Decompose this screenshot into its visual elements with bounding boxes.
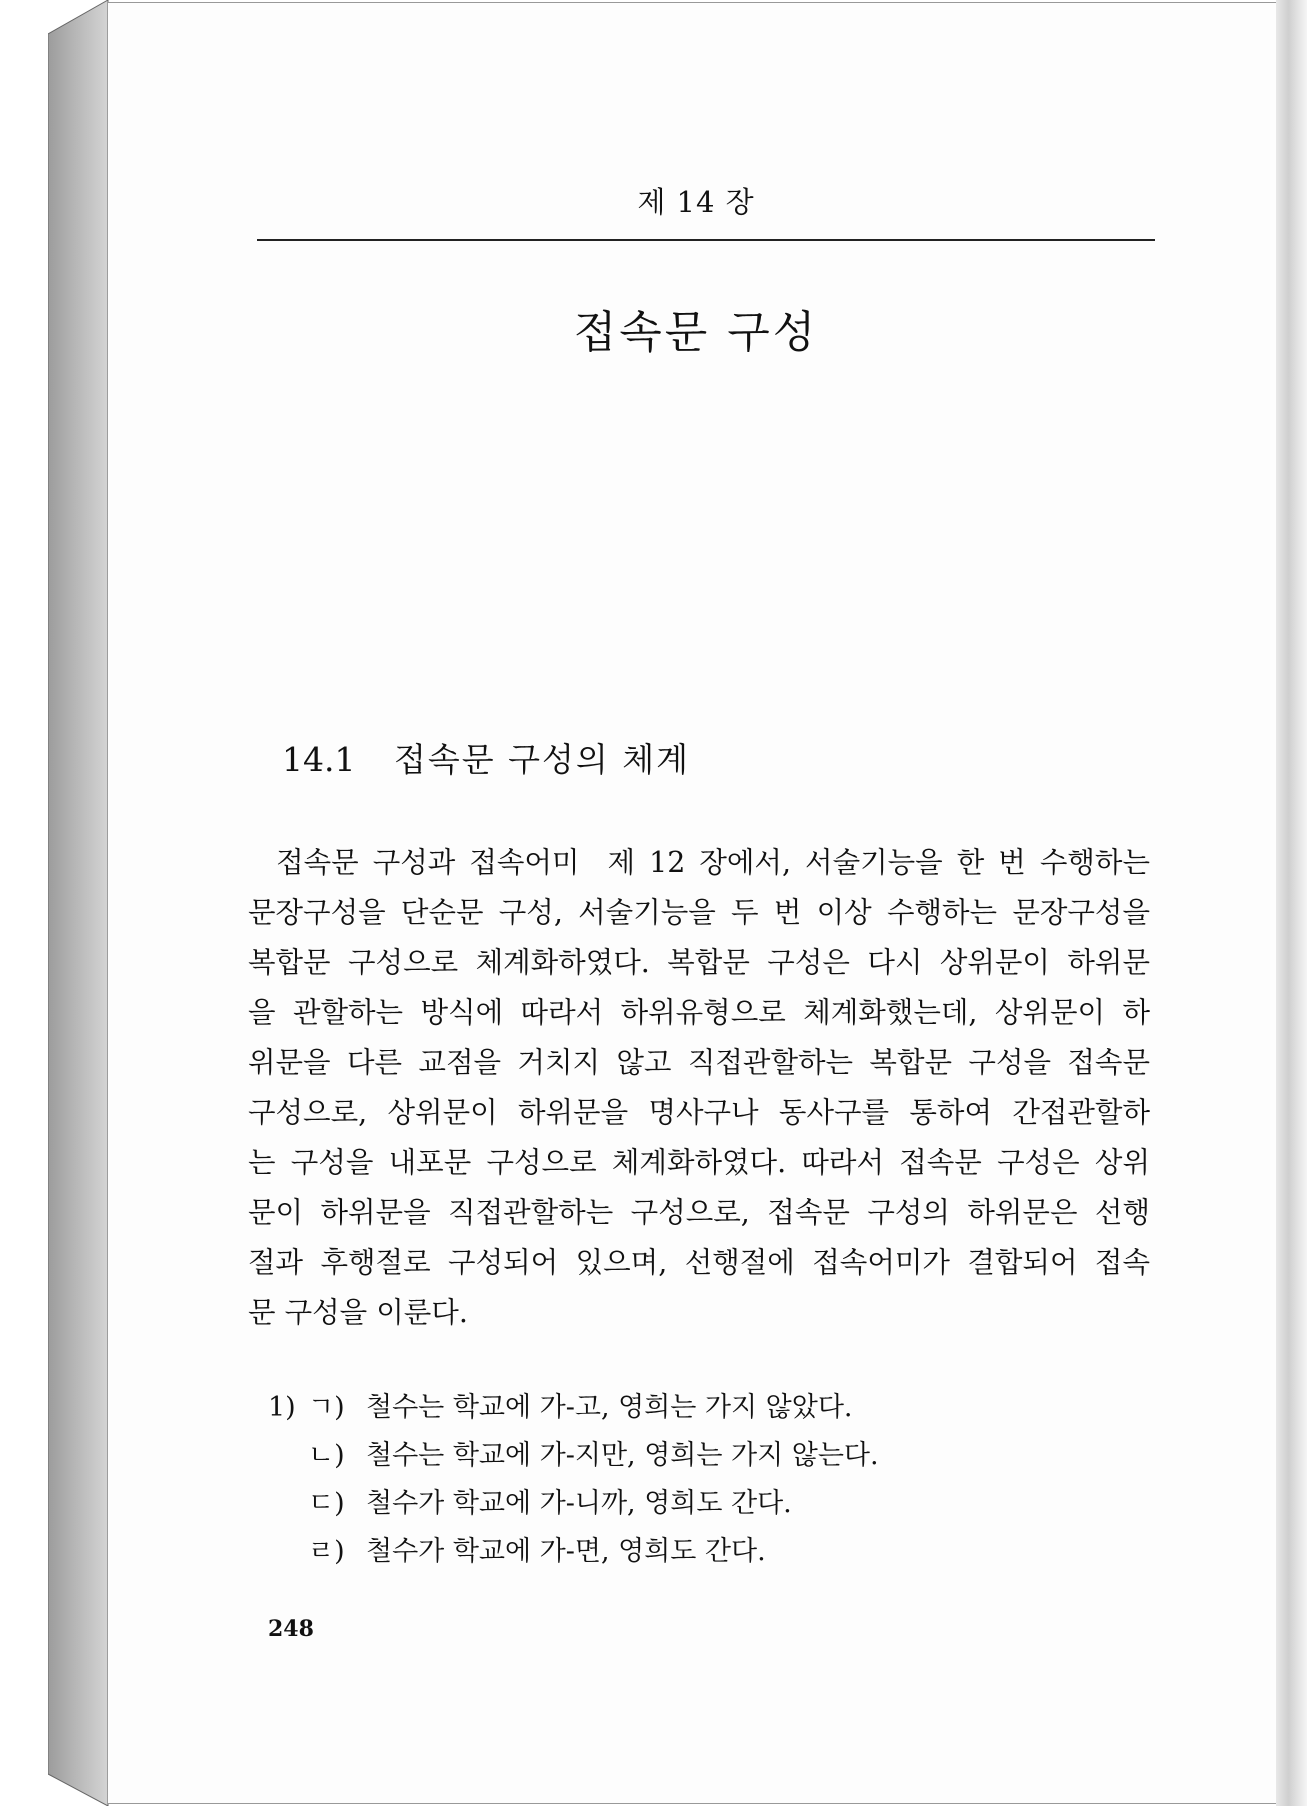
paragraph-line: 위문을 다른 교점을 거치지 않고 직접관할하는 복합문 구성을 접속문 (248, 1046, 1150, 1079)
example-item (268, 1432, 1148, 1480)
example-text: 철수는 학교에 가-고, 영희는 가지 않았다. (366, 1392, 853, 1423)
example-item (268, 1528, 1148, 1576)
example-letter: ㄴ) (308, 1440, 345, 1471)
example-letter: ㄱ) (308, 1392, 345, 1423)
paragraph-line: 접속문 구성과 접속어미 제 12 장에서, 서술기능을 한 번 수행하는 (248, 846, 1150, 879)
example-text: 철수는 학교에 가-지만, 영희는 가지 않는다. (366, 1440, 879, 1471)
section-title: 접속문 구성의 체계 (393, 740, 690, 779)
page-edge-shadow (1276, 0, 1307, 1806)
page-number: 248 (268, 1616, 314, 1642)
paragraph-line: 문이 하위문을 직접관할하는 구성으로, 접속문 구성의 하위문은 선행 (248, 1196, 1150, 1229)
body-paragraph (248, 838, 1150, 1338)
example-item (268, 1480, 1148, 1528)
example-letter: ㄹ) (308, 1536, 345, 1567)
chapter-label: 제 14 장 (637, 185, 755, 219)
paragraph-line: 문 구성을 이룬다. (248, 1296, 468, 1329)
example-number: 1) (268, 1392, 296, 1423)
paragraph-line: 구성으로, 상위문이 하위문을 명사구나 동사구를 통하여 간접관할하 (248, 1096, 1150, 1129)
example-text: 철수가 학교에 가-면, 영희도 간다. (366, 1536, 766, 1567)
example-list (268, 1384, 1148, 1576)
chapter-title: 접속문 구성 (573, 307, 819, 358)
paragraph-line: 는 구성을 내포문 구성으로 체계화하였다. 따라서 접속문 구성은 상위 (248, 1146, 1150, 1179)
example-item (268, 1384, 1148, 1432)
section-heading (282, 734, 690, 781)
example-text: 철수가 학교에 가-니까, 영희도 간다. (366, 1488, 792, 1519)
book-spine (48, 0, 110, 1806)
example-letter: ㄷ) (308, 1488, 345, 1519)
chapter-divider (257, 239, 1155, 241)
paragraph-line: 을 관할하는 방식에 따라서 하위유형으로 체계화했는데, 상위문이 하 (248, 996, 1150, 1029)
paragraph-line: 문장구성을 단순문 구성, 서술기능을 두 번 이상 수행하는 문장구성을 (248, 896, 1150, 929)
section-number: 14.1 (282, 740, 356, 779)
paragraph-line: 절과 후행절로 구성되어 있으며, 선행절에 접속어미가 결합되어 접속 (248, 1246, 1150, 1279)
paragraph-line: 복합문 구성으로 체계화하였다. 복합문 구성은 다시 상위문이 하위문 (248, 946, 1150, 979)
